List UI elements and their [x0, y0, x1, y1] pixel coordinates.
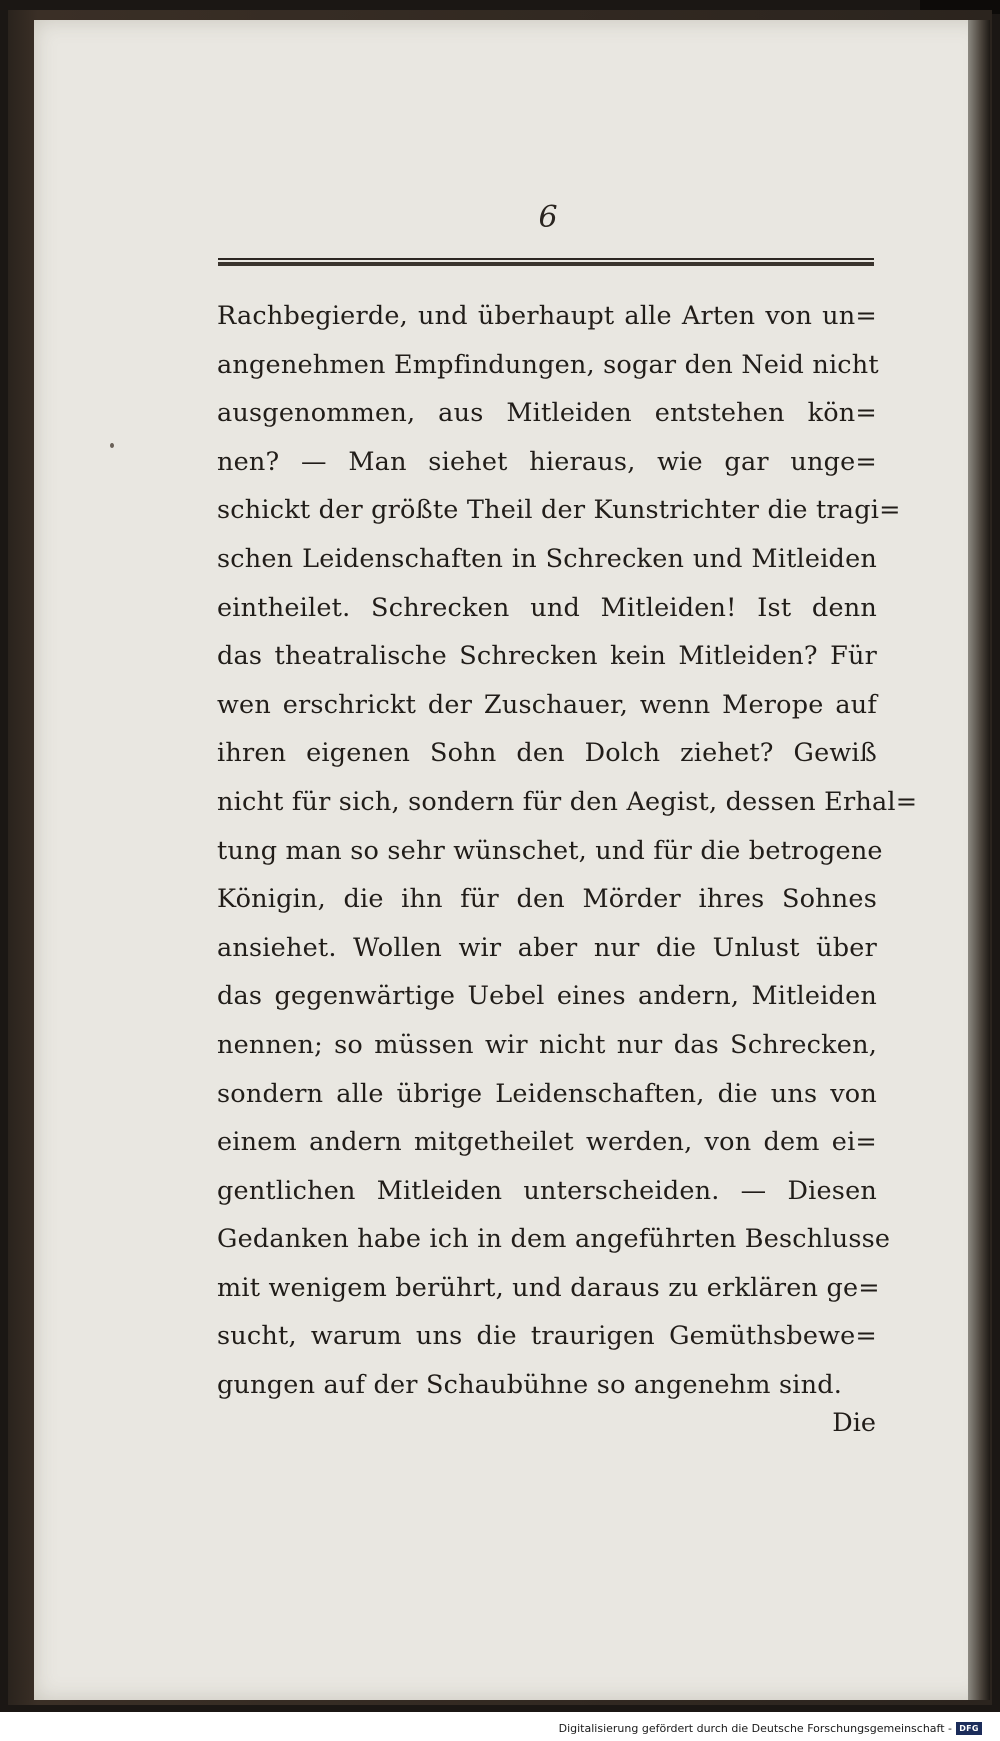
text-line: tung man so sehr wünschet, und für die betrogene: [217, 835, 883, 866]
text-line: ihren eigenen Sohn den Dolch ziehet? Gewiß: [217, 738, 877, 769]
body-text: [217, 292, 918, 1410]
text-line: nicht für sich, sondern für den Aegist, dessen Erhal=: [217, 786, 918, 817]
text-line: ansiehet. Wollen wir aber nur die Unlust über: [217, 932, 877, 963]
digitization-footer: [559, 1720, 982, 1736]
dfg-logo-icon: DFG: [956, 1722, 982, 1735]
paper-speck: [110, 443, 114, 448]
text-line: ausgenommen, aus Mitleiden entstehen kön=: [217, 398, 877, 429]
text-line: angenehmen Empfindungen, sogar den Neid nicht: [217, 349, 879, 380]
text-line: wen erschrickt der Zuschauer, wenn Merope auf: [217, 689, 877, 720]
page-edge: [968, 20, 990, 1700]
header-rule: [218, 258, 874, 267]
text-line: sondern alle übrige Leidenschaften, die uns von: [217, 1078, 877, 1109]
footer-credit: Digitalisierung gefördert durch die Deutsche Forschungsgemeinschaft -: [558, 1721, 952, 1735]
text-line: sucht, warum uns die traurigen Gemüthsbewe=: [217, 1321, 877, 1352]
catchword: Die: [832, 1408, 876, 1438]
text-line: das theatralische Schrecken kein Mitleiden? Für: [217, 641, 877, 672]
text-line: schickt der größte Theil der Kunstrichter die tragi=: [217, 495, 901, 526]
text-line: Gedanken habe ich in dem angeführten Beschlusse: [217, 1224, 891, 1255]
text-line: gungen auf der Schaubühne so angenehm sind.: [217, 1370, 843, 1401]
text-line: eintheilet. Schrecken und Mitleiden! Ist denn: [217, 592, 877, 623]
text-line: schen Leidenschaften in Schrecken und Mitleiden: [217, 543, 877, 574]
text-line: Rachbegierde, und überhaupt alle Arten von un=: [217, 301, 877, 331]
text-line: nennen; so müssen wir nicht nur das Schrecken,: [217, 1029, 877, 1060]
page-number: 6: [538, 200, 558, 235]
text-line: gentlichen Mitleiden unterscheiden. — Diesen: [217, 1175, 877, 1206]
text-line: nen? — Man siehet hieraus, wie gar unge=: [217, 446, 877, 477]
text-line: das gegenwärtige Uebel eines andern, Mitleiden: [217, 981, 877, 1012]
text-line: einem andern mitgetheilet werden, von dem ei=: [217, 1127, 877, 1158]
text-line: mit wenigem berührt, und daraus zu erklären ge=: [217, 1272, 880, 1303]
text-line: Königin, die ihn für den Mörder ihres Sohnes: [217, 884, 877, 915]
